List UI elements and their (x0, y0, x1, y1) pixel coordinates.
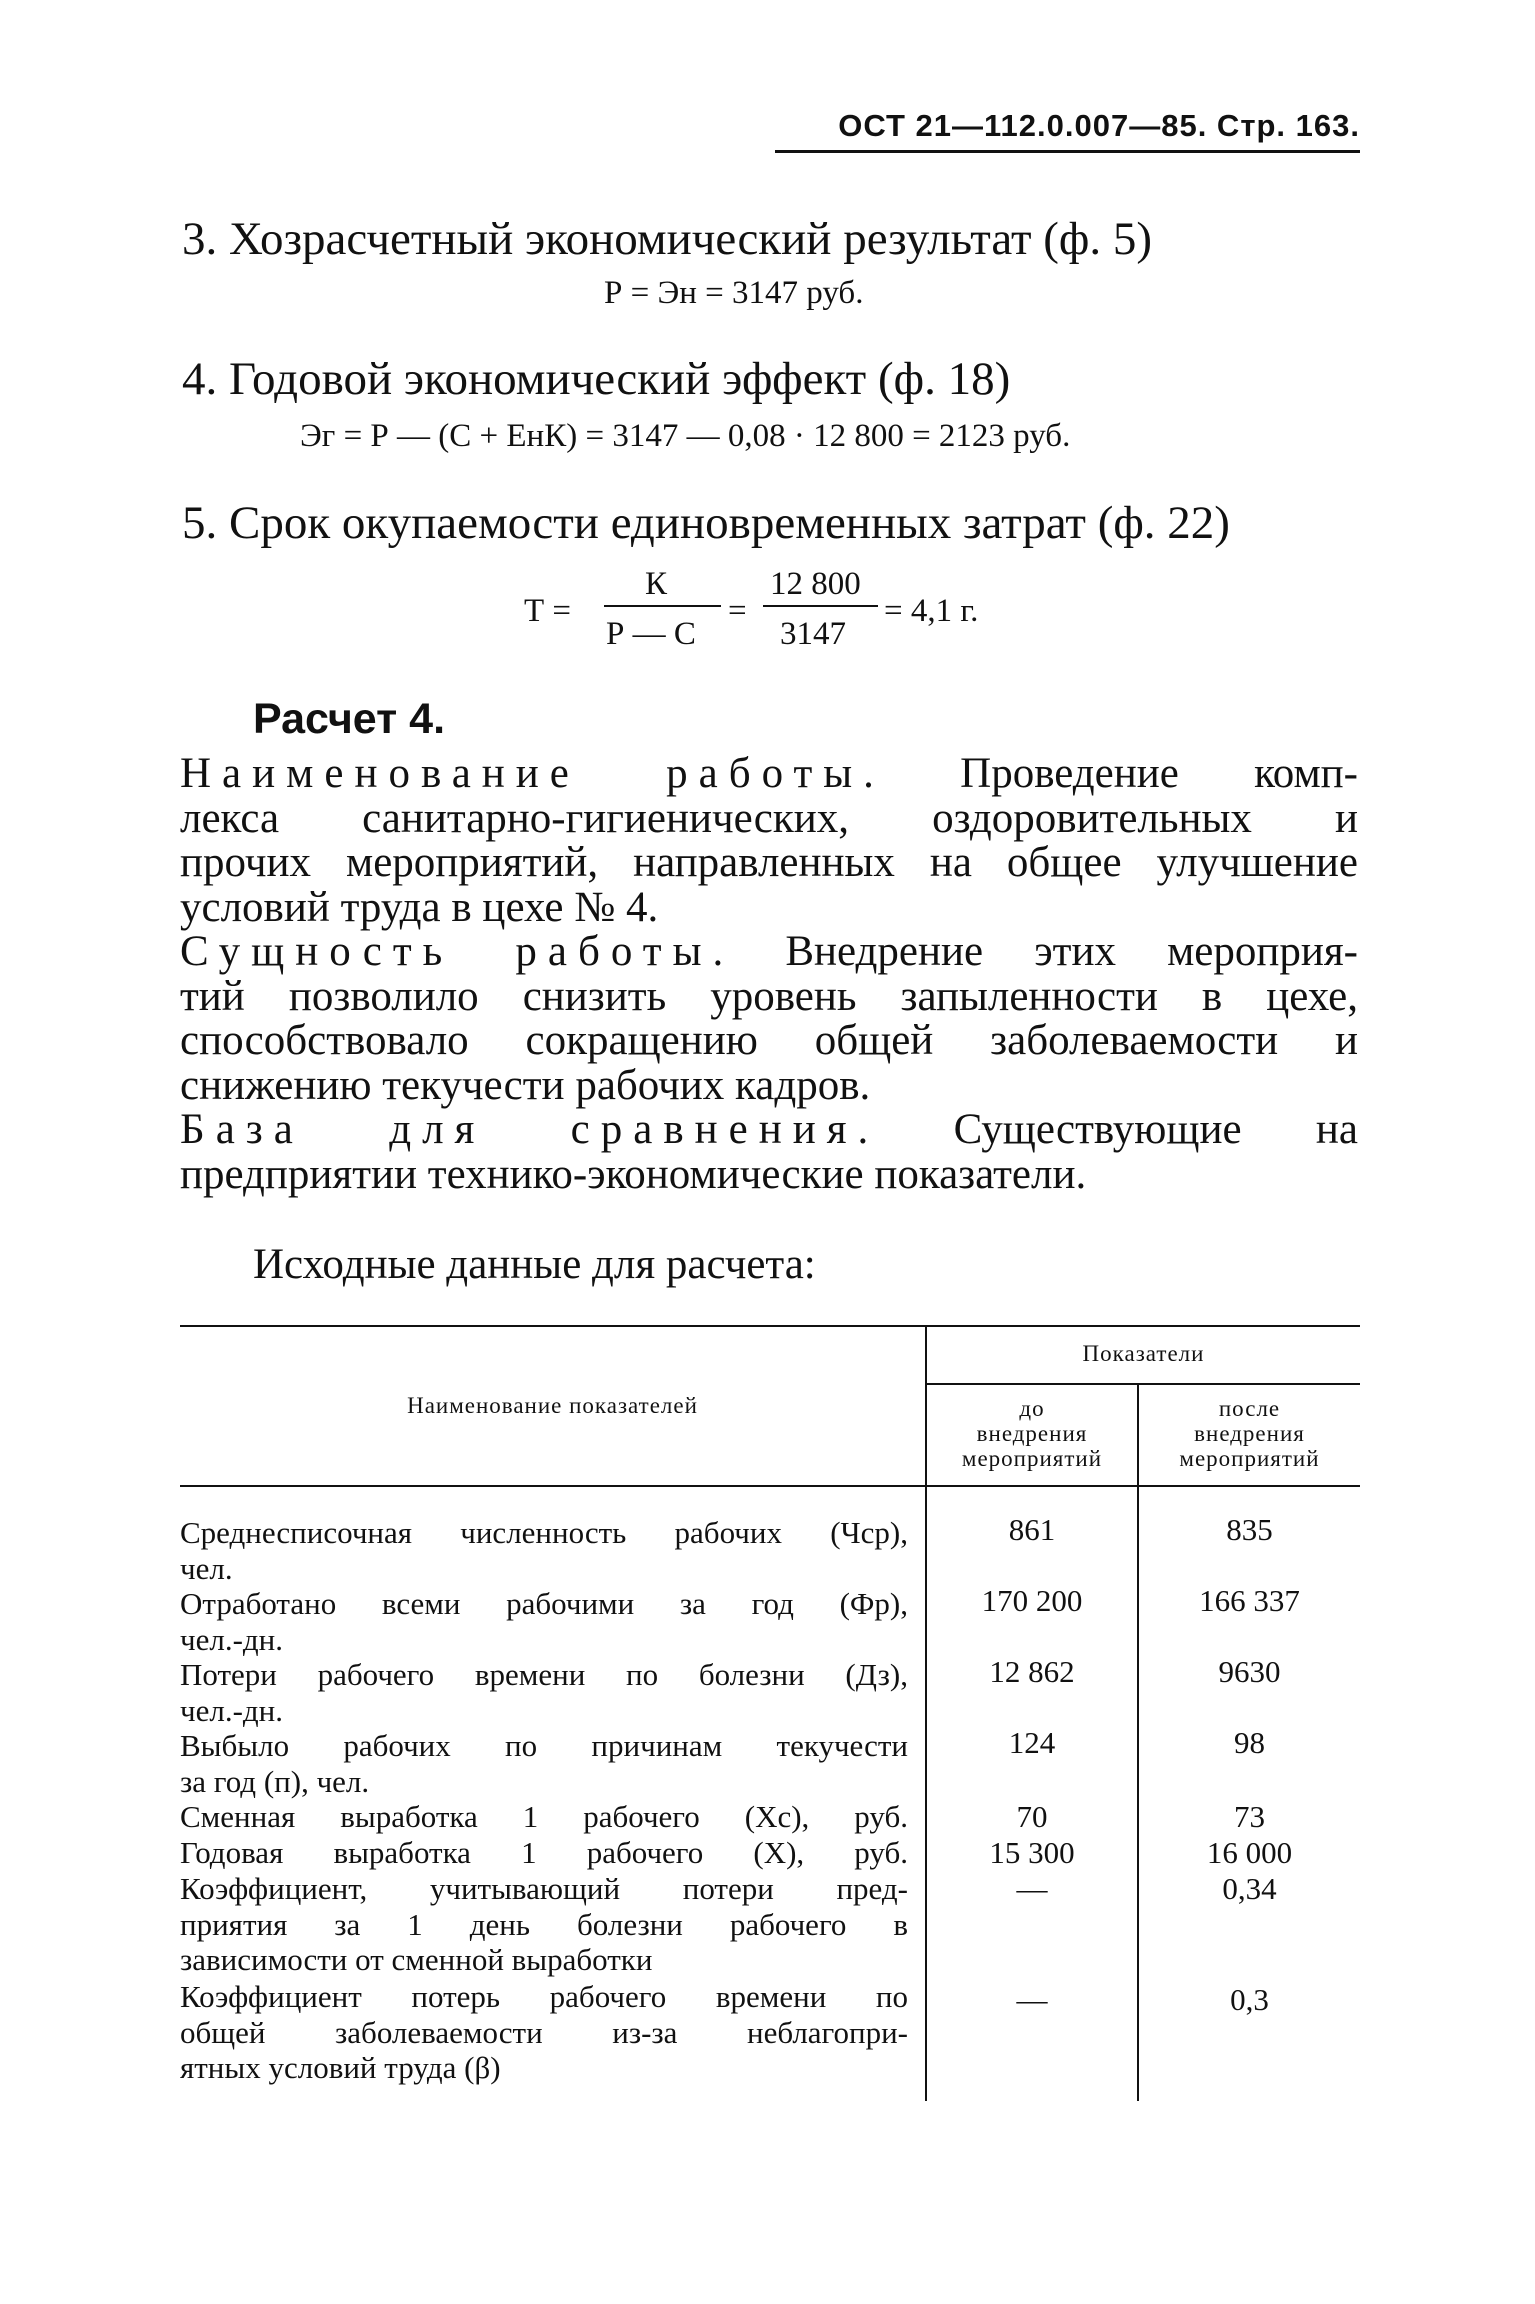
formula-equals: = (728, 593, 747, 629)
fraction-2-numerator: 12 800 (770, 566, 861, 602)
table-cell-after: 835 (1226, 1512, 1273, 1547)
table-cell-before: 12 862 (989, 1654, 1075, 1689)
work-name-line-1: Наименование работы. Проведение комп- (180, 750, 1358, 797)
item-5-label: 5. Срок окупаемости единовременных затрат (ф. 22) (182, 497, 1230, 549)
table-cell-before: 15 300 (989, 1835, 1075, 1870)
table-cell-after: 98 (1234, 1725, 1265, 1760)
table-cell-after: 16 000 (1206, 1835, 1293, 1870)
fraction-2-denominator: 3147 (780, 616, 846, 652)
work-name-line-4: условий труда в цехе № 4. (180, 883, 659, 931)
item-3-formula: Р = Эн = 3147 руб. (604, 275, 864, 311)
table-top-rule (180, 1325, 1360, 1327)
essence-line-2: тий позволило снизить уровень запыленности в цехе, (180, 972, 1358, 1020)
base-term: База для сравнения. (180, 1106, 880, 1153)
comparison-base-paragraph (180, 1108, 1358, 1197)
item-4-formula: Эг = Р — (С + ЕнК) = 3147 — 0,08 · 12 800 = 2123 руб. (300, 418, 1071, 454)
essence-line-4: снижению текучести рабочих кадров. (180, 1061, 871, 1109)
table-cell-before: — (1016, 1871, 1048, 1906)
column-header-before: до внедрения мероприятий (961, 1396, 1103, 1471)
table-cell-after: 0,34 (1222, 1871, 1277, 1906)
work-essence-paragraph (180, 930, 1358, 1108)
table-header-rule (180, 1485, 1360, 1487)
column-header-name: Наименование показателей (407, 1393, 698, 1418)
formula-result: = 4,1 г. (884, 593, 979, 629)
essence-term: Сущность работы. (180, 928, 735, 975)
work-name-line-3: прочих мероприятий, направленных на общее улучшение (180, 839, 1358, 887)
table-row-label: Коэффициент потерь рабочего времени по общей заболеваемости из-за неблагопри- ятных условий труда (β) (180, 1979, 908, 2085)
work-name-paragraph (180, 752, 1358, 930)
table-cell-after: 0,3 (1230, 1982, 1269, 2017)
table-row-label: Сменная выработка 1 рабочего (Хс), руб. (180, 1799, 908, 1834)
essence-line-1: Сущность работы. Внедрение этих мероприя- (180, 928, 1359, 975)
page-header: ОСТ 21—112.0.007—85. Стр. 163. (838, 108, 1360, 143)
work-name-term: Наименование работы. (180, 750, 885, 797)
table-cell-before: 70 (1016, 1799, 1048, 1834)
table-row-label: Коэффициент, учитывающий потери пред- приятия за 1 день болезни рабочего в зависимости от сменной выработки (180, 1871, 908, 1977)
base-line-2: предприятии технико-экономические показатели. (180, 1150, 1087, 1198)
item-3-label: 3. Хозрасчетный экономический результат (ф. 5) (182, 213, 1153, 265)
item-4-label: 4. Годовой экономический эффект (ф. 18) (182, 353, 1011, 405)
table-row-label: Среднесписочная численность рабочих (Чср), чел. (180, 1515, 908, 1586)
formula-lhs: Т = (524, 593, 572, 629)
table-cell-after: 9630 (1218, 1654, 1281, 1689)
work-name-line-2: лекса санитарно-гигиенических, оздоровительных и (180, 794, 1358, 842)
source-data-intro: Исходные данные для расчета: (253, 1241, 816, 1288)
essence-line-3: способствовало сокращению общей заболеваемости и (180, 1017, 1358, 1065)
fraction-1-denominator: Р — С (606, 616, 696, 652)
base-line-1: База для сравнения. Существующие на (180, 1106, 1358, 1153)
column-group-header: Показатели (1082, 1341, 1205, 1366)
fraction-1-bar (604, 605, 721, 607)
table-cell-before: — (1016, 1982, 1048, 2017)
table-cell-before: 861 (1008, 1512, 1056, 1547)
table-cell-before: 170 200 (981, 1583, 1083, 1618)
table-row-label: Выбыло рабочих по причинам текучести за год (п), чел. (180, 1728, 908, 1799)
table-group-rule (925, 1383, 1360, 1385)
fraction-1-numerator: К (645, 566, 668, 602)
table-cell-after: 73 (1234, 1799, 1265, 1834)
table-cell-before: 124 (1008, 1725, 1056, 1760)
table-cell-after: 166 337 (1199, 1583, 1300, 1618)
header-underline (775, 150, 1360, 153)
column-header-after: после внедрения мероприятий (1179, 1396, 1320, 1471)
table-row-label: Годовая выработка 1 рабочего (X), руб. (180, 1835, 908, 1870)
table-row-label: Потери рабочего времени по болезни (Дз), чел.-дн. (180, 1657, 908, 1728)
fraction-2-bar (763, 605, 878, 607)
calculation-title: Расчет 4. (253, 695, 446, 743)
table-row-label: Отработано всеми рабочими за год (Фр), чел.-дн. (180, 1586, 908, 1657)
